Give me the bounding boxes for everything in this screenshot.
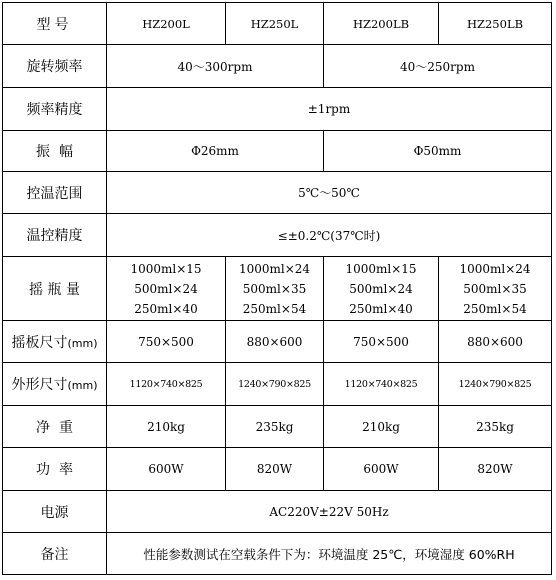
flask-capacity-line: 500ml×24: [134, 281, 198, 296]
model-cell: HZ250LB: [439, 3, 552, 45]
temp-precision-label: 温控精度: [3, 214, 107, 257]
frequency-precision-label: 频率精度: [3, 88, 107, 131]
table-row: [3, 363, 552, 406]
board-size-label: [3, 321, 107, 363]
flask-capacity-line: 500ml×35: [242, 281, 307, 296]
power-value: 600W: [324, 448, 439, 491]
board-size-label-text: 摇板尺寸: [11, 334, 68, 351]
table-row: [3, 533, 552, 575]
outer-size-value: 1120×740×825: [324, 363, 439, 406]
table-row: [3, 214, 552, 257]
power-value: 600W: [107, 448, 226, 491]
temp-range-label: 控温范围: [3, 172, 107, 214]
table-row: [3, 3, 552, 45]
remark-value: 性能参数测试在空载条件下为：环境温度 25℃，环境湿度 60%RH: [107, 533, 552, 575]
flask-capacity-line: 250ml×40: [134, 301, 198, 316]
table-row: [3, 172, 552, 214]
flask-capacity-line: 1000ml×15: [345, 261, 417, 276]
flask-capacity-cell: [226, 257, 324, 321]
outer-size-unit: (mm): [67, 379, 98, 392]
temp-range-value: 5℃～50℃: [107, 172, 552, 214]
model-cell: HZ200LB: [324, 3, 439, 45]
remark-label: 备注: [3, 533, 107, 575]
net-weight-label: 净 重: [3, 406, 107, 448]
amplitude-value: Φ26mm: [107, 131, 324, 172]
flask-capacity-label: 摇 瓶 量: [3, 257, 107, 321]
model-cell: HZ200L: [107, 3, 226, 45]
board-size-value: 880×600: [226, 321, 324, 363]
outer-size-value: 1120×740×825: [107, 363, 226, 406]
flask-capacity-cell: [439, 257, 552, 321]
power-supply-label: 电源: [3, 491, 107, 533]
flask-capacity-line: 250ml×40: [349, 301, 413, 316]
amplitude-value: Φ50mm: [324, 131, 552, 172]
table-row: [3, 406, 552, 448]
table-row: [3, 491, 552, 533]
table-row: [3, 321, 552, 363]
outer-size-value: 1240×790×825: [226, 363, 324, 406]
table-row: [3, 448, 552, 491]
board-size-value: 750×500: [107, 321, 226, 363]
model-label: 型号: [3, 3, 107, 45]
amplitude-label: 振 幅: [3, 131, 107, 172]
board-size-value: 750×500: [324, 321, 439, 363]
flask-capacity-line: 250ml×54: [463, 301, 527, 316]
rotation-value: 40～250rpm: [324, 45, 552, 88]
power-supply-value: AC220V±22V 50Hz: [107, 491, 552, 533]
temp-precision-value: ≤±0.2℃(37℃时): [107, 214, 552, 257]
net-weight-value: 210kg: [324, 406, 439, 448]
flask-capacity-line: 1000ml×24: [459, 261, 531, 276]
outer-size-label: [3, 363, 107, 406]
specification-table: [2, 2, 552, 575]
power-label: 功 率: [3, 448, 107, 491]
outer-size-value: 1240×790×825: [439, 363, 552, 406]
net-weight-value: 235kg: [226, 406, 324, 448]
power-value: 820W: [226, 448, 324, 491]
flask-capacity-line: 250ml×54: [242, 301, 307, 316]
flask-capacity-line: 500ml×24: [349, 281, 413, 296]
net-weight-value: 210kg: [107, 406, 226, 448]
board-size-value: 880×600: [439, 321, 552, 363]
model-cell: HZ250L: [226, 3, 324, 45]
flask-capacity-line: 1000ml×24: [238, 261, 311, 276]
table-row: [3, 257, 552, 321]
flask-capacity-cell: [107, 257, 226, 321]
outer-size-label-text: 外形尺寸: [11, 377, 68, 393]
flask-capacity-line: 1000ml×15: [130, 261, 202, 276]
table-row: [3, 131, 552, 172]
flask-capacity-line: 500ml×35: [463, 281, 527, 296]
frequency-precision-value: ±1rpm: [107, 88, 552, 131]
power-value: 820W: [439, 448, 552, 491]
table-row: [3, 88, 552, 131]
table-row: [3, 45, 552, 88]
board-size-unit: (mm): [67, 336, 98, 350]
net-weight-value: 235kg: [439, 406, 552, 448]
rotation-label: 旋转频率: [3, 45, 107, 88]
rotation-value: 40～300rpm: [107, 45, 324, 88]
flask-capacity-cell: [324, 257, 439, 321]
